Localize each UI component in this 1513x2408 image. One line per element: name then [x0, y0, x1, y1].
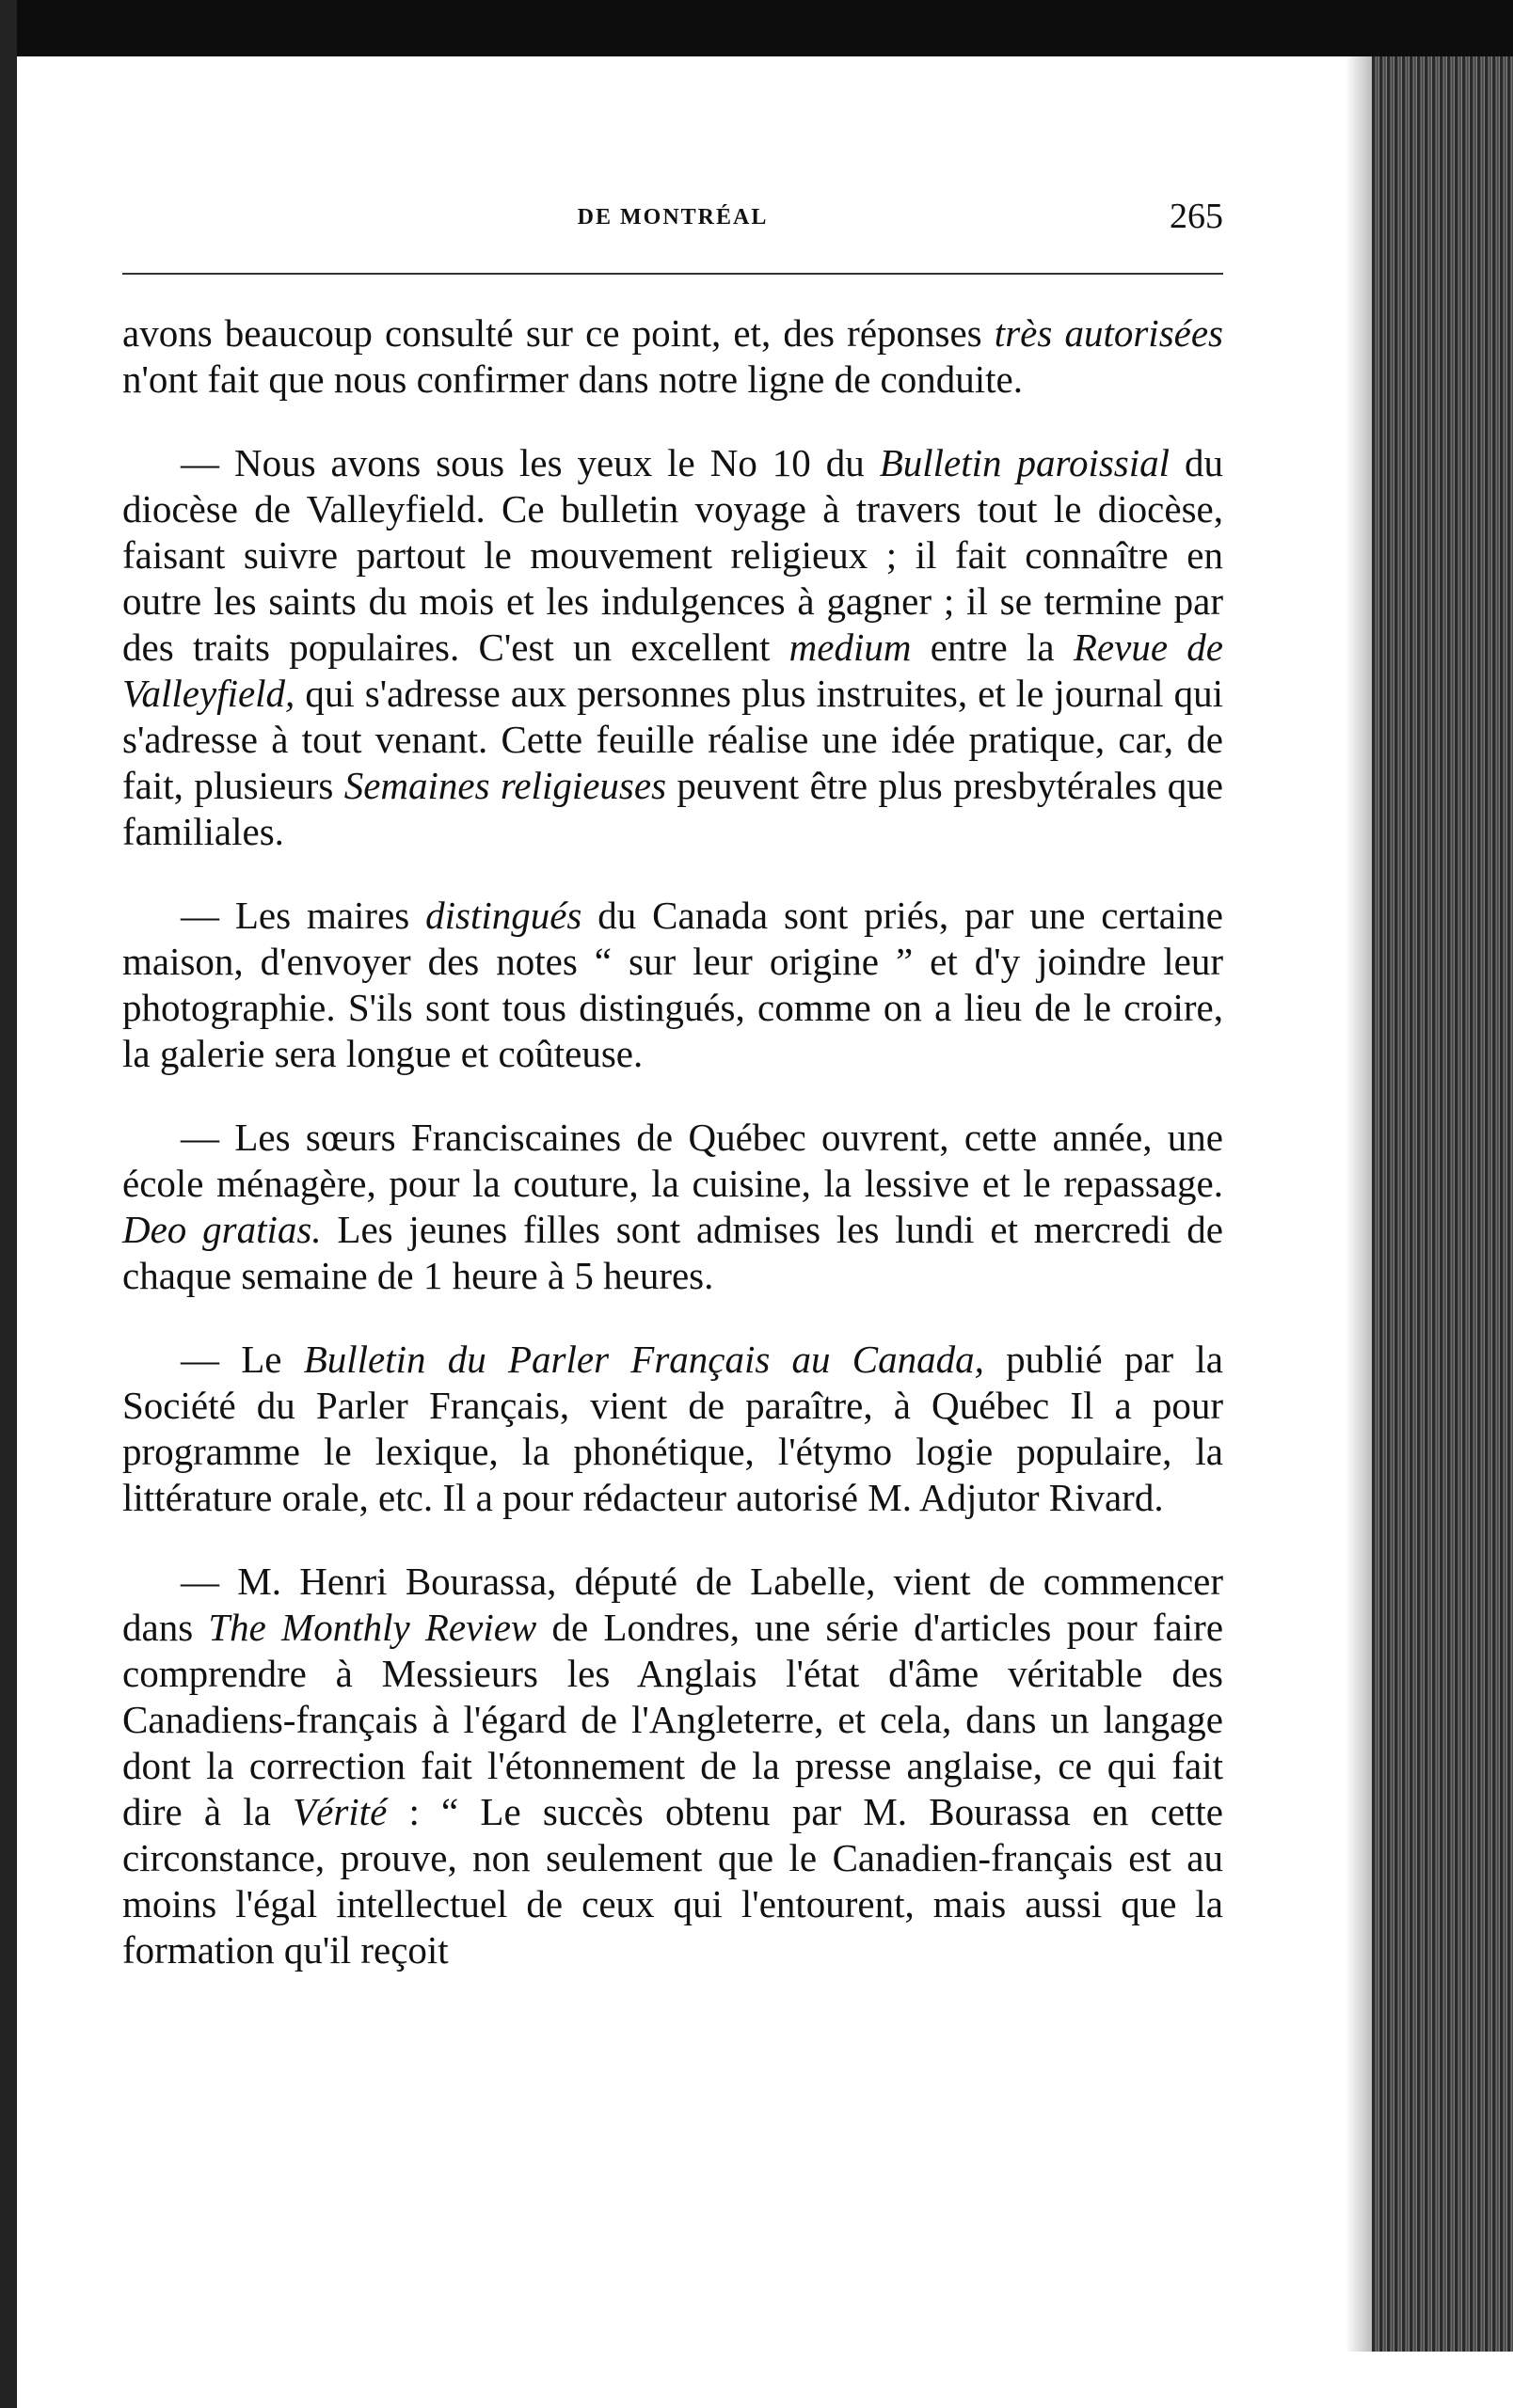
italic-text: Bulletin du Parler Français au Canada,	[303, 1338, 984, 1381]
paragraph-bourassa	[122, 1559, 1223, 1973]
text-run: : “ Le succès obtenu par M. Bourassa en cette circonstance, prouve, non seulement que le Canadien-français est au moins l'égal intellectuel de ceux qui l'entourent, mais aussi que la formation qu'il reçoit	[122, 1790, 1223, 1972]
italic-text: très autorisées	[994, 311, 1223, 355]
header-rule	[122, 273, 1223, 275]
text-run: Les jeunes filles sont admises les lundi et mercredi de chaque semaine de 1 heure à 5 heures.	[122, 1208, 1223, 1297]
paragraph-bulletin-paroissial	[122, 440, 1223, 855]
italic-text: Vérité	[293, 1790, 388, 1833]
text-run: du diocèse de Valleyfield. Ce bulletin voyage à travers tout le diocèse, faisant suivre partout le mouvement religieux ; il fait connaître en outre les saints du mois et les indulgences à gagner ; il se termine par des traits populaires. C'est un excellent	[122, 441, 1223, 669]
scan-top-border	[0, 0, 1513, 56]
text-run: entre la	[911, 626, 1074, 669]
italic-text: Semaines religieuses	[343, 764, 667, 807]
text-run: — M. Henri Bourassa, député de Labelle, vient de commencer dans	[122, 1560, 1223, 1649]
italic-text: Deo gratias.	[122, 1208, 322, 1251]
text-run: qui s'adresse aux personnes plus instruites, et le journal qui s'adresse à tout venant. Cette feuille réalise une idée pratique, car, de fait, plusieurs	[122, 672, 1223, 807]
text-run: avons beaucoup consulté sur ce point, et, des réponses	[122, 311, 995, 355]
text-run: du Canada sont priés, par une certaine maison, d'envoyer des notes “ sur leur origine ” et d'y joindre leur photographie. S'ils sont tous distingués, comme on a lieu de le croire, la galerie sera longue et coûteuse.	[122, 894, 1224, 1075]
italic-text: The Monthly Review	[208, 1606, 537, 1649]
paragraph-parler-francais	[122, 1337, 1223, 1521]
italic-text: distingués	[425, 894, 582, 937]
text-run: peuvent être plus presbytérales que familiales.	[122, 764, 1223, 853]
text-run: — Le	[181, 1338, 304, 1381]
book-page-edges	[1372, 56, 1513, 2352]
paragraph-maires	[122, 893, 1223, 1077]
paragraph-continuation	[122, 310, 1223, 403]
page-gutter-shadow	[1346, 56, 1372, 2352]
body-text	[122, 310, 1223, 2011]
italic-text: medium	[788, 626, 912, 669]
text-run: de Londres, une série d'articles pour faire comprendre à Messieurs les Anglais l'état d'âme véritable des Canadiens-français à l'égard de l'Angleterre, et cela, dans un langage dont la correction fait l'étonnement de la presse anglaise, ce qui fait dire à la	[122, 1606, 1224, 1833]
text-run: publié par la Société du Parler Français, vient de paraître, à Québec Il a pour programme le lexique, la phonétique, l'étymo logie populaire, la littérature orale, etc. Il a pour rédacteur autorisé M. Adjutor Rivard.	[122, 1338, 1223, 1519]
book-page	[122, 188, 1224, 1972]
page-header	[122, 188, 1223, 245]
scan-left-border	[0, 0, 17, 2408]
text-run: n'ont fait que nous confirmer dans notre ligne de conduite.	[122, 357, 1023, 401]
paragraph-soeurs-franciscaines	[122, 1115, 1223, 1299]
text-run: — Nous avons sous les yeux le No 10 du	[181, 441, 880, 484]
running-title: DE MONTRÉAL	[577, 205, 769, 230]
text-run: — Les sœurs Franciscaines de Québec ouvrent, cette année, une école ménagère, pour la couture, la cuisine, la lessive et le repassage.	[122, 1116, 1223, 1205]
page-number: 265	[1170, 197, 1223, 236]
italic-text: Revue de Valleyfield,	[122, 626, 1223, 715]
italic-text: Bulletin paroissial	[879, 441, 1171, 484]
text-run: — Les maires	[181, 894, 426, 937]
